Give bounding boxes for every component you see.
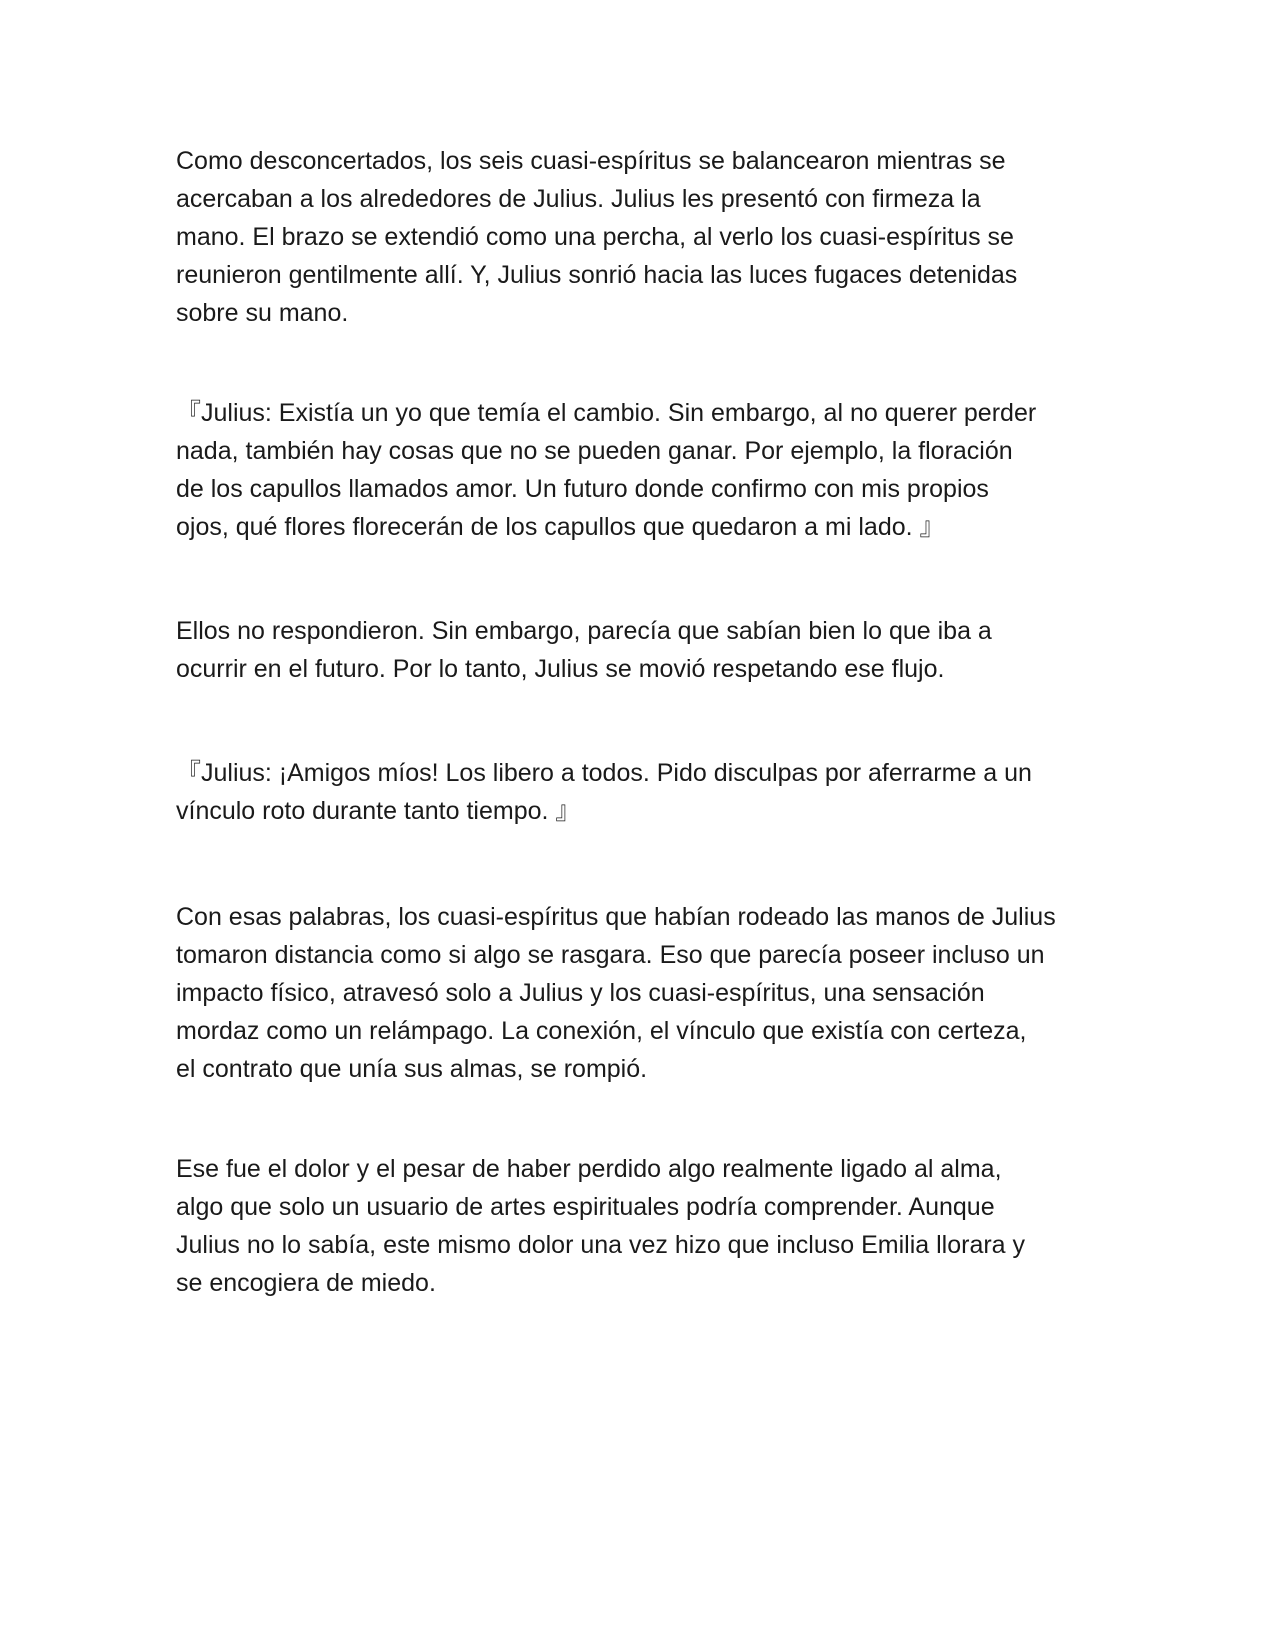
paragraph-1: Como desconcertados, los seis cuasi-espíritus se balancearon mientras se acercaban a los alrededores de Julius. Julius les presentó con firmeza la mano. El brazo se extendió como una percha, al verlo los cuasi-espíritus se reunieron gentilmente allí. Y, Julius sonrió hacia las luces fugaces detenidas sobre su mano. [176,147,1018,327]
paragraph-4: Ese fue el dolor y el pesar de haber perdido algo realmente ligado al alma, algo que solo un usuario de artes espirituales podría comprender. Aunque Julius no lo sabía, este mismo dolor una vez hizo que incluso Emilia llorara y se encogiera de miedo. [176,1155,1026,1297]
dialogue-1: 『Julius: Existía un yo que temía el cambio. Sin embargo, al no querer perder nada, también hay cosas que no se pueden ganar. Por ejemplo, la floración de los capullos llamados amor. Un futuro donde confirmo con mis propios ojos, qué flores florecerán de los capullos que quedaron a mi lado. 』 [176,399,1037,541]
paragraph-3: Con esas palabras, los cuasi-espíritus que habían rodeado las manos de Julius tomaron distancia como si algo se rasgara. Eso que parecía poseer incluso un impacto físico, atravesó solo a Julius y los cuasi-espíritus, una sensación mordaz como un relámpago. La conexión, el vínculo que existía con certeza, el contrato que unía sus almas, se rompió. [176,903,1056,1083]
paragraph-2: Ellos no respondieron. Sin embargo, parecía que sabían bien lo que iba a ocurrir en el futuro. Por lo tanto, Julius se movió respetando ese flujo. [176,617,992,683]
dialogue-2: 『Julius: ¡Amigos míos! Los libero a todos. Pido disculpas por aferrarme a un vínculo roto durante tanto tiempo. 』 [176,759,1032,825]
